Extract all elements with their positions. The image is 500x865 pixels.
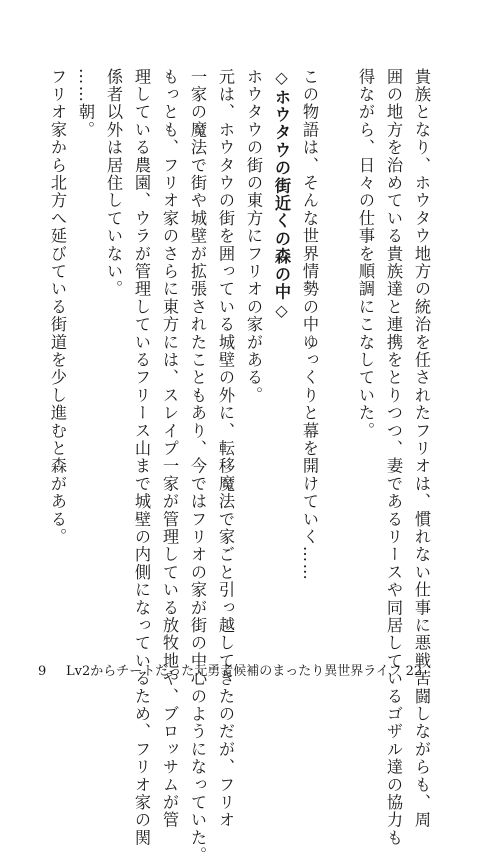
- text-line: 囲の地方を治めている貴族達と連携をとりつつ、妻であるリースや同居しているゴザル達の協力も: [384, 68, 403, 847]
- text-line: この物語は、そんな世界情勢の中ゆっくりと幕を開けていく……: [300, 68, 319, 582]
- text-line: ホウタウの街の東方にフリオの家がある。: [244, 68, 263, 405]
- text-line: 係者以外は居住していない。: [104, 68, 123, 299]
- section-heading: ◇ホウタウの街近くの森の中◇: [272, 68, 291, 322]
- page-number: 9: [38, 664, 47, 679]
- text-line: 元は、ホウタウの街を囲っている城壁の外に、転移魔法で家ごと引っ越してきたのだが、フリオ: [216, 68, 235, 830]
- text-line: フリオ家から北方へ延びている街道を少し進むと森がある。: [48, 68, 67, 546]
- text-line: ……朝。: [76, 68, 95, 139]
- text-line: 一家の魔法で街や城壁が拡張されたこともあり、今ではフリオの家が街の中心のようになっていた。: [188, 68, 207, 865]
- text-line: もっとも、フリオ家のさらに東方には、スレイプ一家が管理している放牧地や、ブロッサムが管: [160, 68, 179, 830]
- page-footer: [38, 660, 422, 679]
- text-line: 理している農園、ウラが管理しているフリース山まで城壁の内側になっているため、フリオ家の関: [132, 68, 151, 847]
- book-title: Lv2からチートだった元勇者候補のまったり異世界ライフ 22: [66, 664, 423, 679]
- text-line: 貴族となり、ホウタウ地方の統治を任されたフリオは、慣れない仕事に悪戦苦闘しながらも、周: [412, 68, 431, 830]
- text-line: 得ながら、日々の仕事を順調にこなしていた。: [356, 68, 375, 440]
